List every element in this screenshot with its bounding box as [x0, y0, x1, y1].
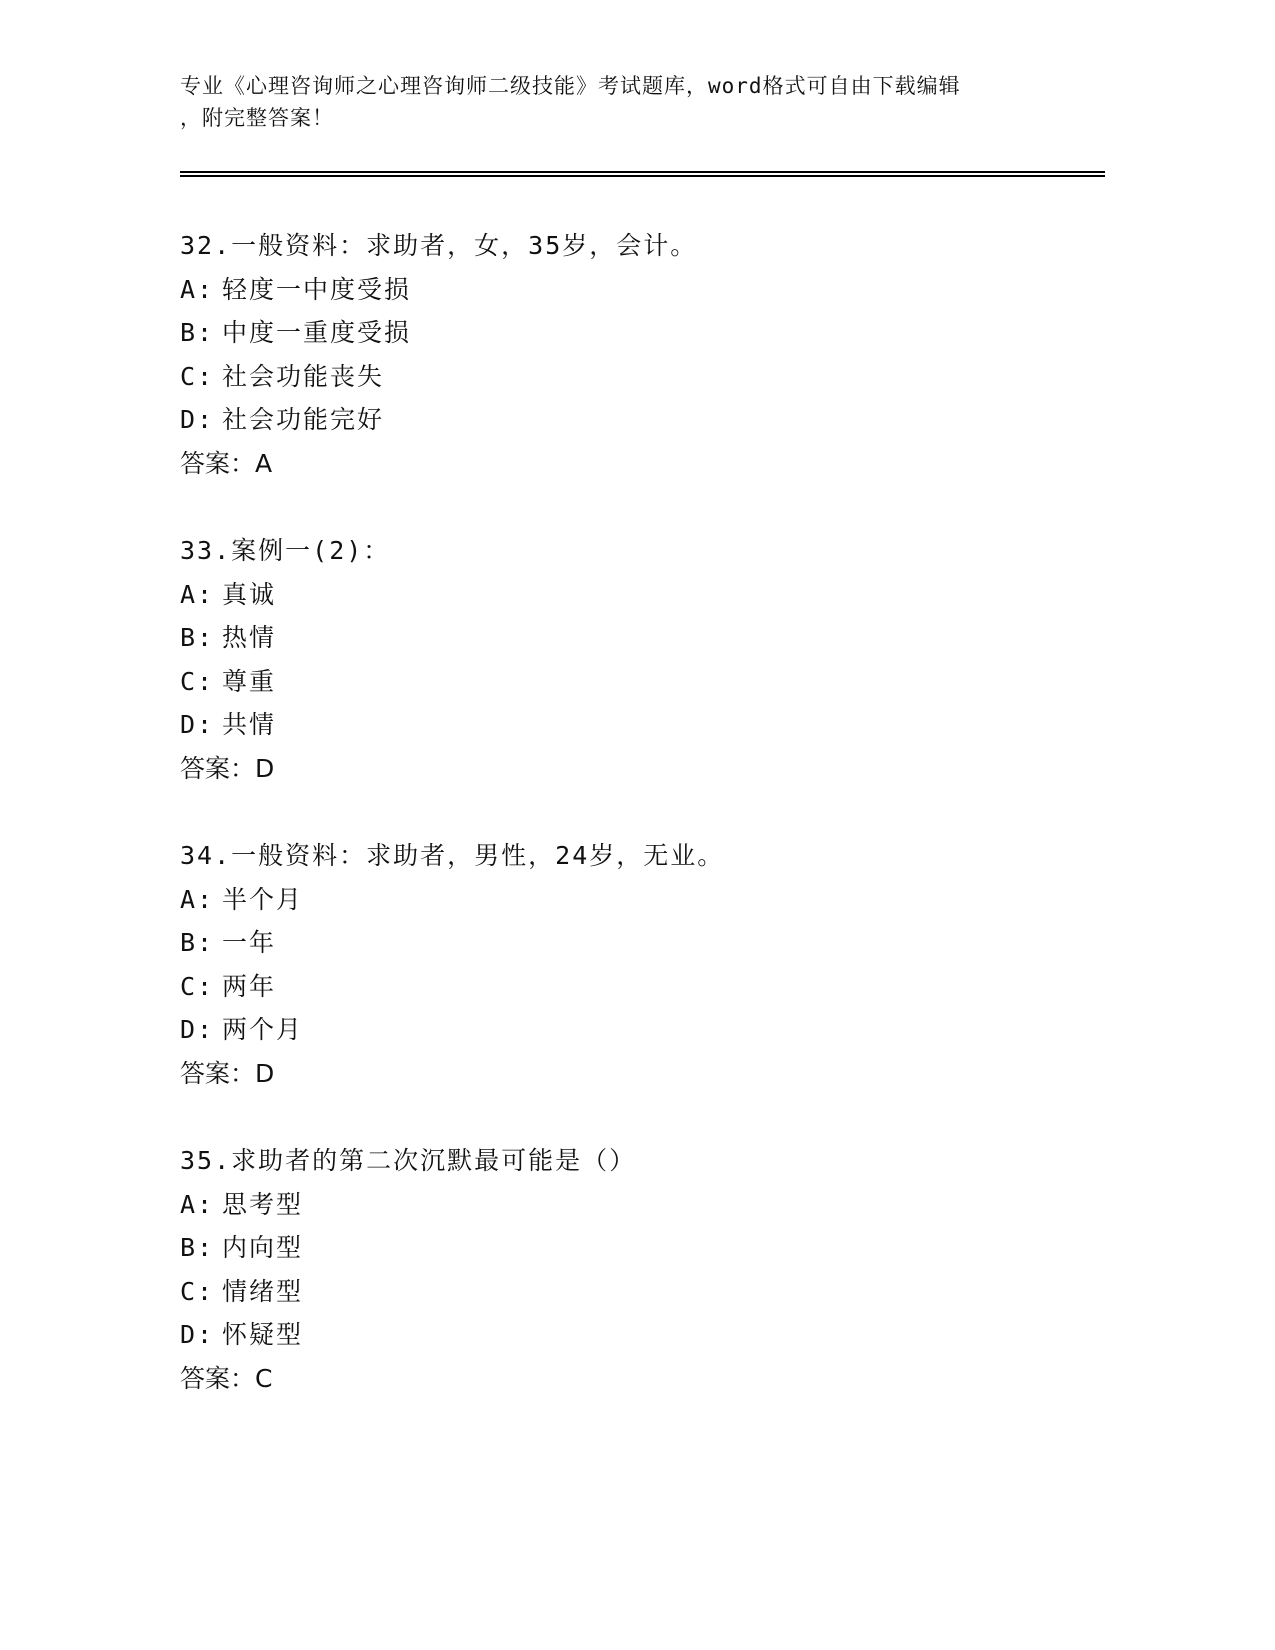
option-b: [180, 311, 1080, 355]
answer-line: 答案：A: [180, 448, 273, 478]
option-letter: A:: [180, 274, 215, 304]
header-divider-bottom: [180, 175, 1105, 177]
question-stem: 34.一般资料：求助者，男性，24岁，无业。: [180, 841, 725, 870]
question-32: [180, 224, 1080, 486]
option-text: 热情: [222, 623, 277, 653]
option-text: 半个月: [222, 884, 304, 914]
option-b: [180, 921, 1080, 965]
option-letter: B:: [180, 623, 215, 653]
document-header: [180, 70, 1080, 134]
option-letter: A:: [180, 579, 215, 609]
option-letter: C:: [180, 666, 215, 696]
option-letter: D:: [180, 1015, 215, 1045]
option-text: 一年: [222, 928, 277, 958]
option-text: 情绪型: [222, 1276, 304, 1306]
option-c: [180, 660, 1080, 704]
header-line-1: 专业《心理咨询师之心理咨询师二级技能》考试题库，word格式可自由下载编辑: [180, 74, 961, 98]
header-line-2: ，附完整答案！: [180, 106, 334, 130]
question-35: [180, 1139, 1080, 1401]
option-b: [180, 616, 1080, 660]
option-text: 两年: [222, 971, 277, 1001]
option-text: 两个月: [222, 1015, 304, 1045]
option-text: 社会功能完好: [222, 405, 385, 435]
option-text: 尊重: [222, 666, 277, 696]
option-a: [180, 1183, 1080, 1227]
option-letter: C:: [180, 971, 215, 1001]
option-letter: C:: [180, 361, 215, 391]
option-letter: A:: [180, 884, 215, 914]
option-text: 社会功能丧失: [222, 361, 385, 391]
option-a: [180, 878, 1080, 922]
option-letter: C:: [180, 1276, 215, 1306]
option-c: [180, 965, 1080, 1009]
option-text: 内向型: [222, 1233, 304, 1263]
header-divider-top: [180, 171, 1105, 173]
option-a: [180, 573, 1080, 617]
option-letter: B:: [180, 1233, 215, 1263]
option-letter: B:: [180, 928, 215, 958]
option-c: [180, 1270, 1080, 1314]
option-d: [180, 703, 1080, 747]
question-stem: 33.案例一(2)：: [180, 536, 391, 565]
option-text: 轻度一中度受损: [222, 274, 412, 304]
option-text: 怀疑型: [222, 1320, 304, 1350]
option-letter: D:: [180, 710, 215, 740]
answer-line: 答案：C: [180, 1363, 273, 1393]
answer-line: 答案：D: [180, 753, 275, 783]
option-d: [180, 1008, 1080, 1052]
question-34: [180, 834, 1080, 1096]
option-letter: B:: [180, 318, 215, 348]
question-stem: 35.求助者的第二次沉默最可能是（）: [180, 1146, 637, 1175]
option-b: [180, 1226, 1080, 1270]
question-stem: 32.一般资料：求助者，女，35岁，会计。: [180, 231, 698, 260]
answer-line: 答案：D: [180, 1058, 275, 1088]
option-letter: D:: [180, 405, 215, 435]
option-d: [180, 398, 1080, 442]
option-text: 中度一重度受损: [222, 318, 412, 348]
option-text: 共情: [222, 710, 277, 740]
option-a: [180, 268, 1080, 312]
option-c: [180, 355, 1080, 399]
option-text: 真诚: [222, 579, 277, 609]
option-d: [180, 1313, 1080, 1357]
question-33: [180, 529, 1080, 791]
option-letter: A:: [180, 1189, 215, 1219]
option-letter: D:: [180, 1320, 215, 1350]
option-text: 思考型: [222, 1189, 304, 1219]
